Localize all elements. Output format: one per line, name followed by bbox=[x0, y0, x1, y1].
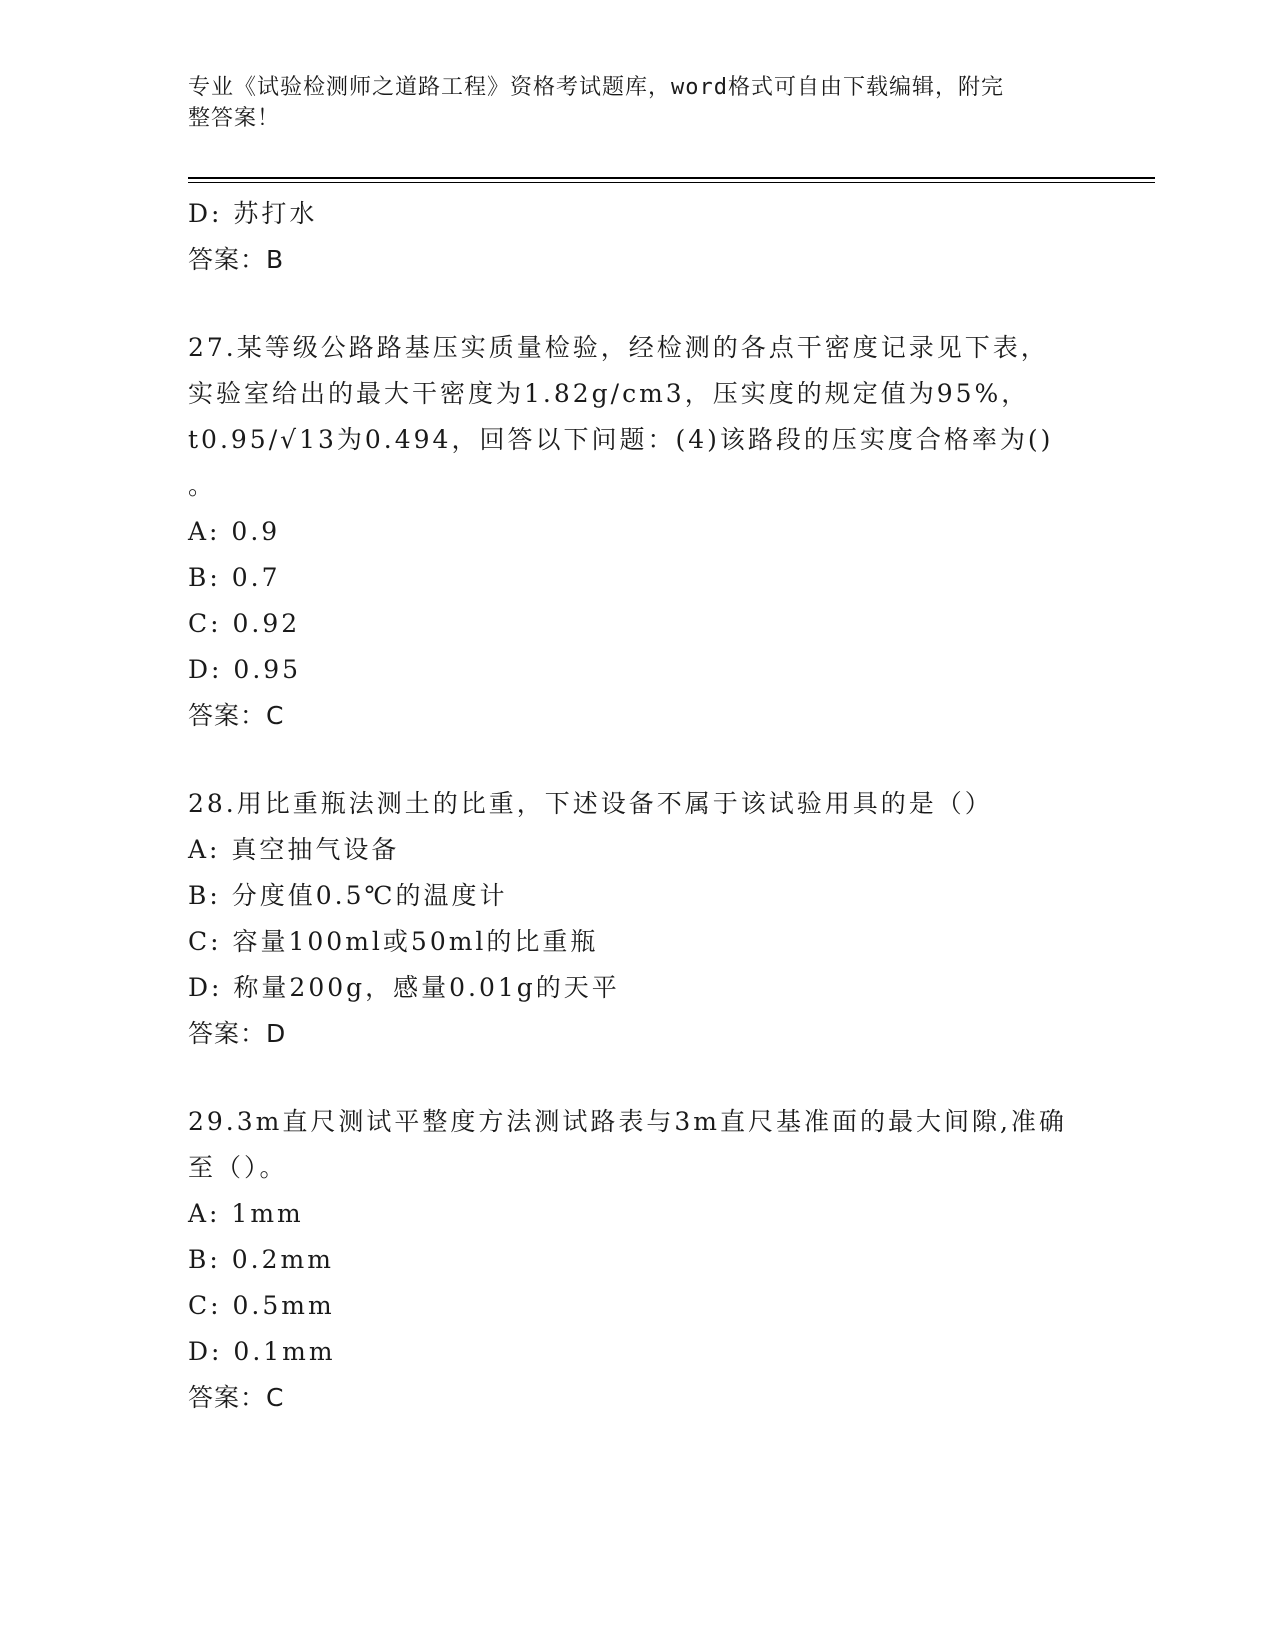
question-text: 29.3m直尺测试平整度方法测试路表与3m直尺基准面的最大间隙,准确 bbox=[188, 1107, 1067, 1136]
header-line: 整答案！ bbox=[188, 106, 281, 131]
option-b: B: 0.2mm bbox=[188, 1245, 334, 1274]
option-d: D: 称量200g，感量0.01g的天平 bbox=[188, 973, 620, 1002]
answer-label: 答案：D bbox=[188, 1019, 287, 1048]
question-text: 。 bbox=[188, 471, 217, 500]
page-header bbox=[188, 72, 1088, 134]
option-b: B: 0.7 bbox=[188, 563, 281, 592]
option-c: C: 容量100ml或50ml的比重瓶 bbox=[188, 927, 599, 956]
header-line: 专业《试验检测师之道路工程》资格考试题库，word格式可自由下载编辑，附完 bbox=[188, 75, 1004, 100]
document-body bbox=[188, 191, 1088, 1421]
answer-label: 答案：C bbox=[188, 701, 285, 730]
question-28 bbox=[188, 781, 1088, 1057]
question-27 bbox=[188, 325, 1088, 739]
option-c: C: 0.92 bbox=[188, 609, 301, 638]
answer-label: 答案：C bbox=[188, 1383, 285, 1412]
question-text: 27.某等级公路路基压实质量检验，经检测的各点干密度记录见下表， bbox=[188, 333, 1049, 362]
question-text: 28.用比重瓶法测土的比重，下述设备不属于该试验用具的是（） bbox=[188, 789, 993, 818]
answer-label: 答案：B bbox=[188, 245, 285, 274]
option-d: D: 0.1mm bbox=[188, 1337, 336, 1366]
question-text: 实验室给出的最大干密度为1.82g/cm3，压实度的规定值为95%， bbox=[188, 379, 1030, 408]
option-b: B: 分度值0.5℃的温度计 bbox=[188, 881, 508, 910]
option-a: A: 1mm bbox=[188, 1199, 304, 1228]
header-divider bbox=[188, 177, 1155, 179]
option-a: A: 真空抽气设备 bbox=[188, 835, 400, 864]
option-c: C: 0.5mm bbox=[188, 1291, 335, 1320]
question-29 bbox=[188, 1099, 1088, 1421]
option-a: A: 0.9 bbox=[188, 517, 281, 546]
question-text: t0.95/√13为0.494，回答以下问题：(4)该路段的压实度合格率为() bbox=[188, 425, 1054, 454]
header-divider-thin bbox=[188, 182, 1155, 183]
question-text: 至（）。 bbox=[188, 1153, 288, 1182]
option-d: D: 苏打水 bbox=[188, 199, 318, 228]
question-26-tail bbox=[188, 191, 1088, 283]
option-d: D: 0.95 bbox=[188, 655, 302, 684]
